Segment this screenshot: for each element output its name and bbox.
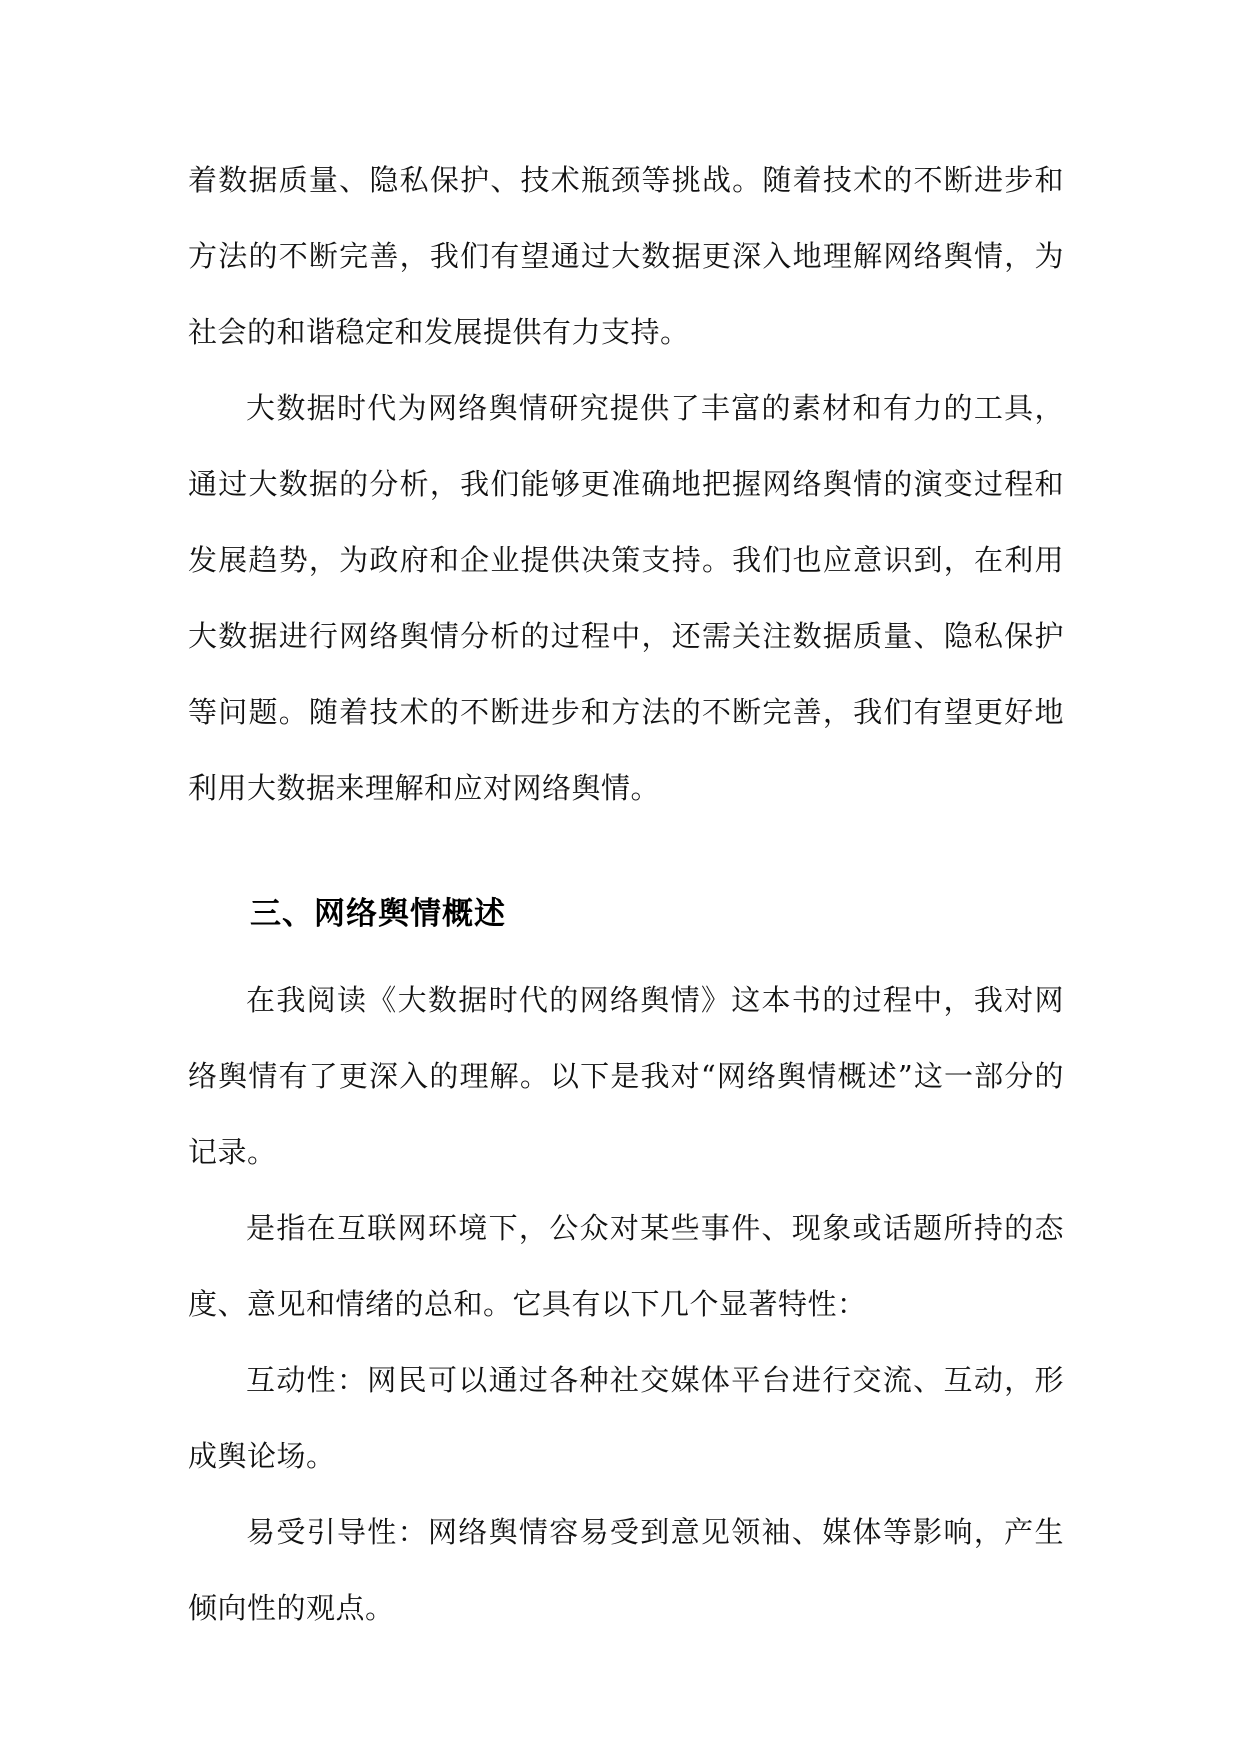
paragraph-interactivity: 互动性：网民可以通过各种社交媒体平台进行交流、互动，形成舆论场。 xyxy=(188,1363,1064,1473)
paragraph-reading-intro: 在我阅读《大数据时代的网络舆情》这本书的过程中，我对网络舆情有了更深入的理解。以下是我对“网络舆情概述”这一部分的记录。 xyxy=(188,983,1064,1169)
paragraph-guidability: 易受引导性：网络舆情容易受到意见领袖、媒体等影响，产生倾向性的观点。 xyxy=(188,1515,1064,1625)
paragraph-definition: 是指在互联网环境下，公众对某些事件、现象或话题所持的态度、意见和情绪的总和。它具有以下几个显著特性： xyxy=(188,1211,1064,1321)
paragraph-continuation: 着数据质量、隐私保护、技术瓶颈等挑战。随着技术的不断进步和方法的不断完善，我们有望通过大数据更深入地理解网络舆情，为社会的和谐稳定和发展提供有力支持。 xyxy=(188,163,1064,349)
section-heading: 三、网络舆情概述 xyxy=(250,896,506,932)
paragraph-big-data-summary: 大数据时代为网络舆情研究提供了丰富的素材和有力的工具，通过大数据的分析，我们能够更准确地把握网络舆情的演变过程和发展趋势，为政府和企业提供决策支持。我们也应意识到，在利用大数据进行网络舆情分析的过程中，还需关注数据质量、隐私保护等问题。随着技术的不断进步和方法的不断完善，我们有望更好地利用大数据来理解和应对网络舆情。 xyxy=(188,391,1064,805)
document-body xyxy=(188,142,1064,1646)
